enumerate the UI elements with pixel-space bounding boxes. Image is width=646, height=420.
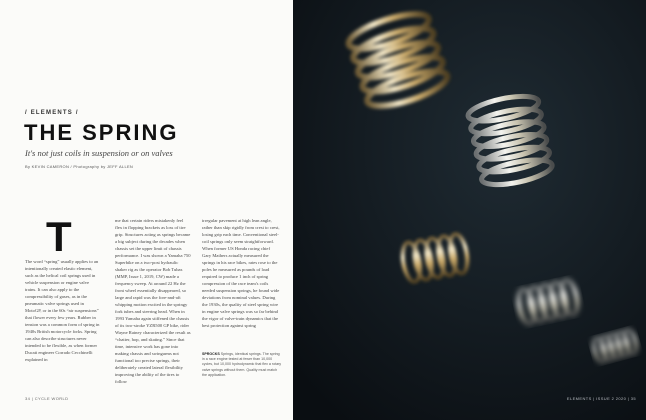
photo-background — [293, 0, 646, 420]
right-page — [293, 0, 646, 420]
article-title: THE SPRING — [24, 120, 179, 145]
valve-springs-photo — [293, 0, 646, 420]
body-column-1: The word “spring” usually applies to an intentionally created elastic element, such as the helical coil springs used in vehicle suspension or engine valve trains. It can also apply to the compressibility of gases, as in the pneumatic valve springs used in MotoGP, or in the 60s “air suspensions” that flower every few years. Rubber in tension was a common form of spring in 1940s British motorcycle forks. Spring can also describe structures never intended to be flexible, as when former Ducati engineer Corrado Cecchinelli explained in — [25, 259, 100, 362]
caption-label: SPROCKS — [202, 352, 220, 356]
photo-caption — [202, 352, 282, 378]
left-page — [0, 0, 293, 420]
drop-cap: T — [46, 213, 72, 260]
folio-left: 34 | CYCLE WORLD — [25, 396, 69, 401]
body-column-3: irregular pavement at high lean angle, rather than skip rigidly from crest to crest, losing grip each time. Conventional steel-coil springs only seem straightforward. When former US Honda racing chief Gary Mathers actually measured the springs in his race bikes, rates rose to the poles he measured as pounds of load required to produce 1 inch of spring compression of the race team's coils needed suspension springs, he found wide deviations from nominal values. During the 1930s, the quality of steel spring wire in engine valve springs was so far behind the vigor of valve-train dynamics that the best protection against spring — [202, 218, 280, 328]
byline: By KEVIN CAMERON / Photography by JEFF ALLEN — [25, 164, 134, 169]
folio-right: ELEMENTS | ISSUE 2 2020 | 35 — [566, 396, 636, 401]
body-column-2: me that certain riders mistakenly feel flex in flopping brackets as loss of tire grip. Structures acting as springs became a big subject during the decades when chassis set the upper limit of chassis performance. I was shown a Yamaha 750 Superbike on a two-post hydraulic shaker rig as the operator Bob Tubas (MMP, Issue 1, 2019, CW) made a frequency sweep. At around 22 Hz the front wheel essentially disappeared, so large and rapid was the fore-and-aft whipping motion excited in the springy fork tubes and steering head. When in 1993 Yamaha again stiffened the chassis of its two-stroke YZR500 GP bike, rider Wayne Rainey characterized the result as “chatter, hop, and skating.” Since that time, intensive work has gone into making chassis and swingarms not functional too precise springs, their deliberately created lateral flexibility improving the ability of the tires to follow — [115, 218, 191, 384]
section-rubric: / ELEMENTS / — [25, 110, 79, 116]
article-deck: It's not just coils in suspension or on valves — [25, 148, 173, 158]
caption-text: Springs, identical springs. The spring in a race engine tested at fewer than 10,000 cycles, but 10,000 hydrodynamic that flex a rotary valve springs without them. Quality must match the application. — [202, 352, 282, 377]
